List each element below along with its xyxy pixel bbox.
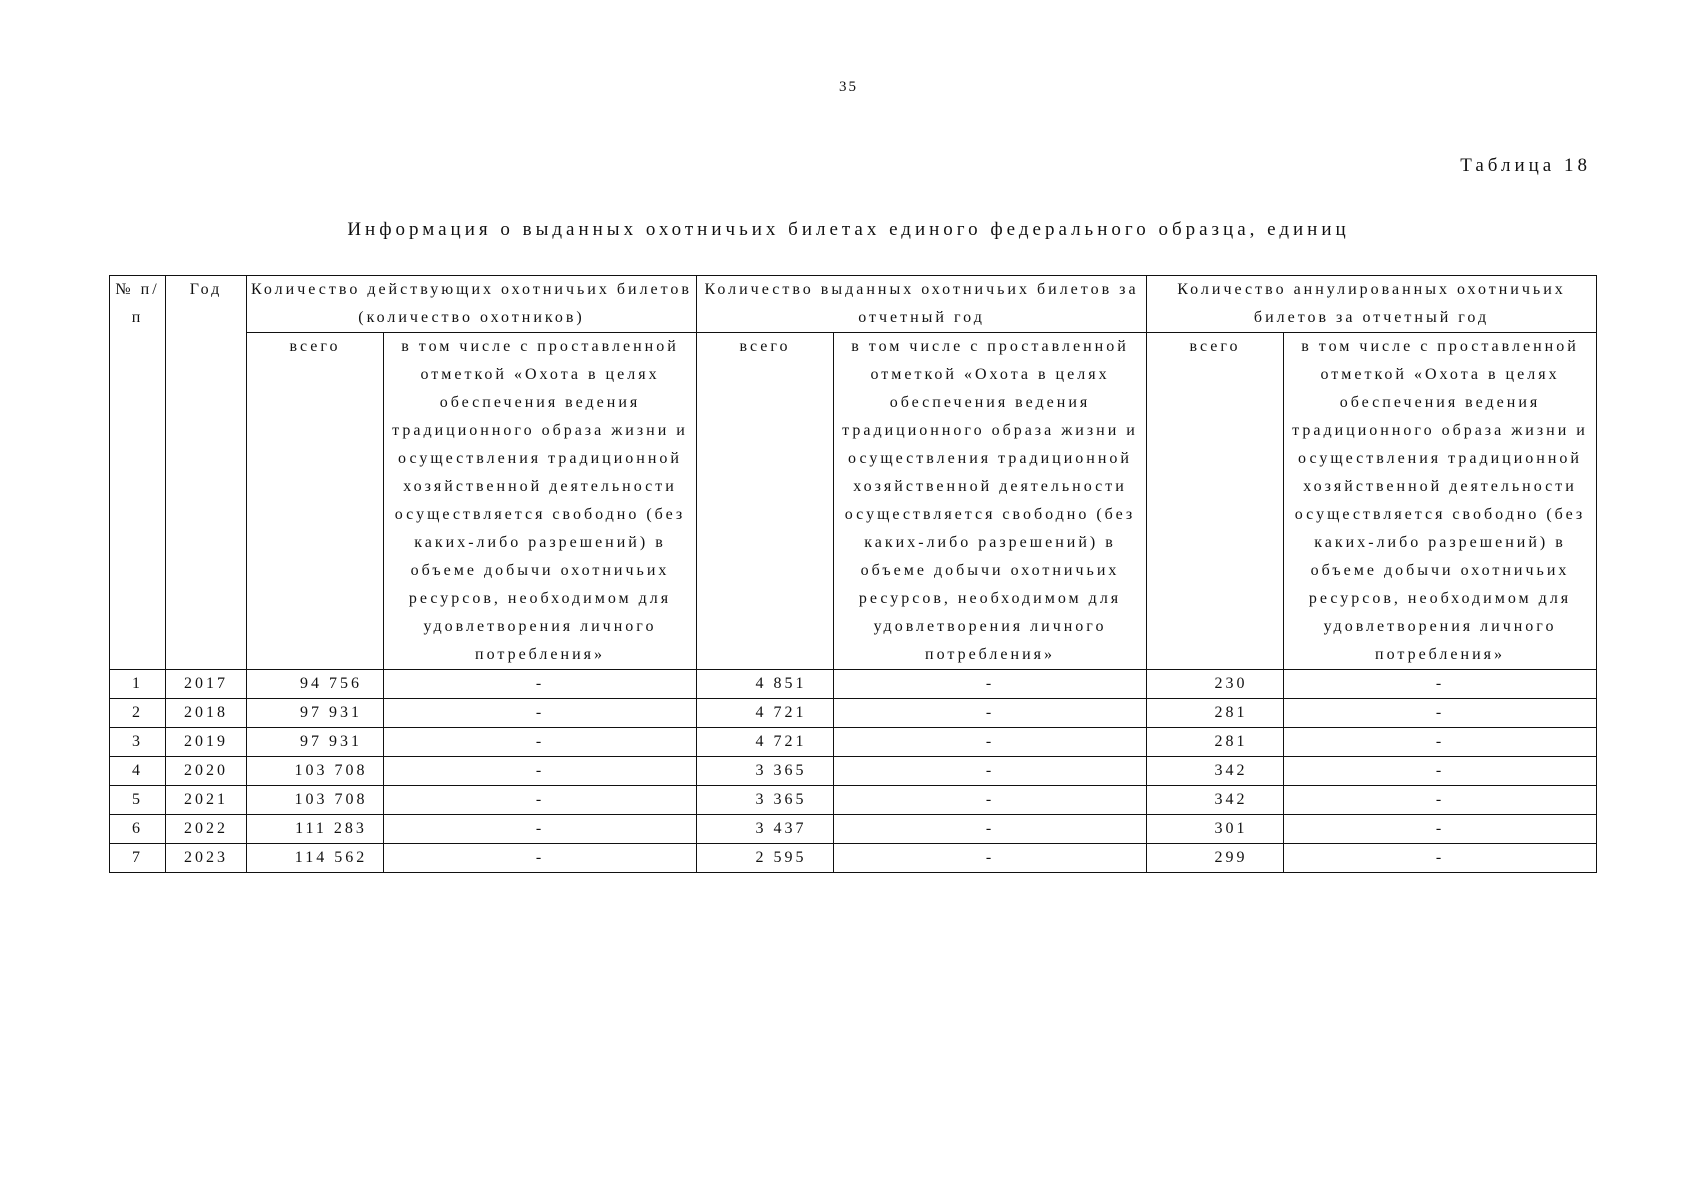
cell-year: 2019: [166, 728, 247, 757]
cell-issued-total: 4 851: [697, 670, 834, 699]
header-issued-traditional: в том числе с проставленной отметкой «Охота в целях обеспечения ведения традиционного образа жизни и осуществления традиционной хозяйственной деятельности осуществляется свободно (без каких-либо разрешений) в объеме добычи охотничьих ресурсов, необходимом для удовлетворения личного потребления»: [834, 333, 1147, 670]
cell-issued-traditional: -: [834, 728, 1147, 757]
cell-annulled-traditional: -: [1284, 728, 1597, 757]
cell-active-traditional: -: [384, 815, 697, 844]
cell-annulled-total: 281: [1147, 728, 1284, 757]
cell-active-traditional: -: [384, 728, 697, 757]
cell-annulled-total: 301: [1147, 815, 1284, 844]
header-year: Год: [166, 276, 247, 670]
header-row-groups: [110, 276, 1597, 333]
table-row: [110, 757, 1597, 786]
cell-active-total: 114 562: [247, 844, 384, 873]
cell-year: 2023: [166, 844, 247, 873]
header-annulled-group: Количество аннулированных охотничьих билетов за отчетный год: [1147, 276, 1597, 333]
cell-year: 2018: [166, 699, 247, 728]
cell-active-traditional: -: [384, 786, 697, 815]
cell-active-traditional: -: [384, 699, 697, 728]
cell-issued-traditional: -: [834, 757, 1147, 786]
cell-annulled-traditional: -: [1284, 670, 1597, 699]
cell-active-total: 97 931: [247, 728, 384, 757]
cell-issued-total: 3 365: [697, 757, 834, 786]
cell-no: 3: [110, 728, 166, 757]
cell-annulled-total: 299: [1147, 844, 1284, 873]
cell-year: 2021: [166, 786, 247, 815]
cell-issued-traditional: -: [834, 786, 1147, 815]
hunting-tickets-table: [109, 275, 1597, 873]
table-title: Информация о выданных охотничьих билетах единого федерального образца, единиц: [347, 219, 1350, 240]
header-issued-group: Количество выданных охотничьих билетов за отчетный год: [697, 276, 1147, 333]
header-annulled-total: всего: [1147, 333, 1284, 670]
cell-active-total: 103 708: [247, 757, 384, 786]
cell-annulled-traditional: -: [1284, 757, 1597, 786]
cell-no: 2: [110, 699, 166, 728]
header-active-total: всего: [247, 333, 384, 670]
cell-annulled-total: 281: [1147, 699, 1284, 728]
table-row: [110, 670, 1597, 699]
cell-no: 5: [110, 786, 166, 815]
cell-annulled-traditional: -: [1284, 815, 1597, 844]
page-number: 35: [839, 79, 858, 95]
cell-year: 2022: [166, 815, 247, 844]
cell-issued-traditional: -: [834, 670, 1147, 699]
cell-active-total: 94 756: [247, 670, 384, 699]
cell-issued-traditional: -: [834, 844, 1147, 873]
header-active-group: Количество действующих охотничьих билетов (количество охотников): [247, 276, 697, 333]
cell-annulled-total: 342: [1147, 786, 1284, 815]
table-row: [110, 728, 1597, 757]
table-label: Таблица 18: [1460, 155, 1591, 176]
cell-active-total: 111 283: [247, 815, 384, 844]
cell-issued-traditional: -: [834, 699, 1147, 728]
cell-issued-total: 2 595: [697, 844, 834, 873]
header-row-sub: [110, 333, 1597, 670]
cell-active-traditional: -: [384, 670, 697, 699]
cell-issued-traditional: -: [834, 815, 1147, 844]
cell-year: 2017: [166, 670, 247, 699]
cell-active-total: 97 931: [247, 699, 384, 728]
cell-active-traditional: -: [384, 844, 697, 873]
cell-no: 1: [110, 670, 166, 699]
table-row: [110, 699, 1597, 728]
cell-active-traditional: -: [384, 757, 697, 786]
cell-no: 7: [110, 844, 166, 873]
header-no: № п/п: [110, 276, 166, 670]
header-annulled-traditional: в том числе с проставленной отметкой «Охота в целях обеспечения ведения традиционного образа жизни и осуществления традиционной хозяйственной деятельности осуществляется свободно (без каких-либо разрешений) в объеме добычи охотничьих ресурсов, необходимом для удовлетворения личного потребления»: [1284, 333, 1597, 670]
table-row: [110, 844, 1597, 873]
table-row: [110, 786, 1597, 815]
cell-no: 6: [110, 815, 166, 844]
cell-annulled-traditional: -: [1284, 786, 1597, 815]
header-active-traditional: в том числе с проставленной отметкой «Охота в целях обеспечения ведения традиционного образа жизни и осуществления традиционной хозяйственной деятельности осуществляется свободно (без каких-либо разрешений) в объеме добычи охотничьих ресурсов, необходимом для удовлетворения личного потребления»: [384, 333, 697, 670]
cell-annulled-total: 342: [1147, 757, 1284, 786]
cell-no: 4: [110, 757, 166, 786]
cell-active-total: 103 708: [247, 786, 384, 815]
header-issued-total: всего: [697, 333, 834, 670]
cell-annulled-traditional: -: [1284, 844, 1597, 873]
cell-year: 2020: [166, 757, 247, 786]
cell-issued-total: 4 721: [697, 699, 834, 728]
cell-issued-total: 4 721: [697, 728, 834, 757]
cell-issued-total: 3 365: [697, 786, 834, 815]
table-row: [110, 815, 1597, 844]
cell-annulled-traditional: -: [1284, 699, 1597, 728]
cell-issued-total: 3 437: [697, 815, 834, 844]
cell-annulled-total: 230: [1147, 670, 1284, 699]
